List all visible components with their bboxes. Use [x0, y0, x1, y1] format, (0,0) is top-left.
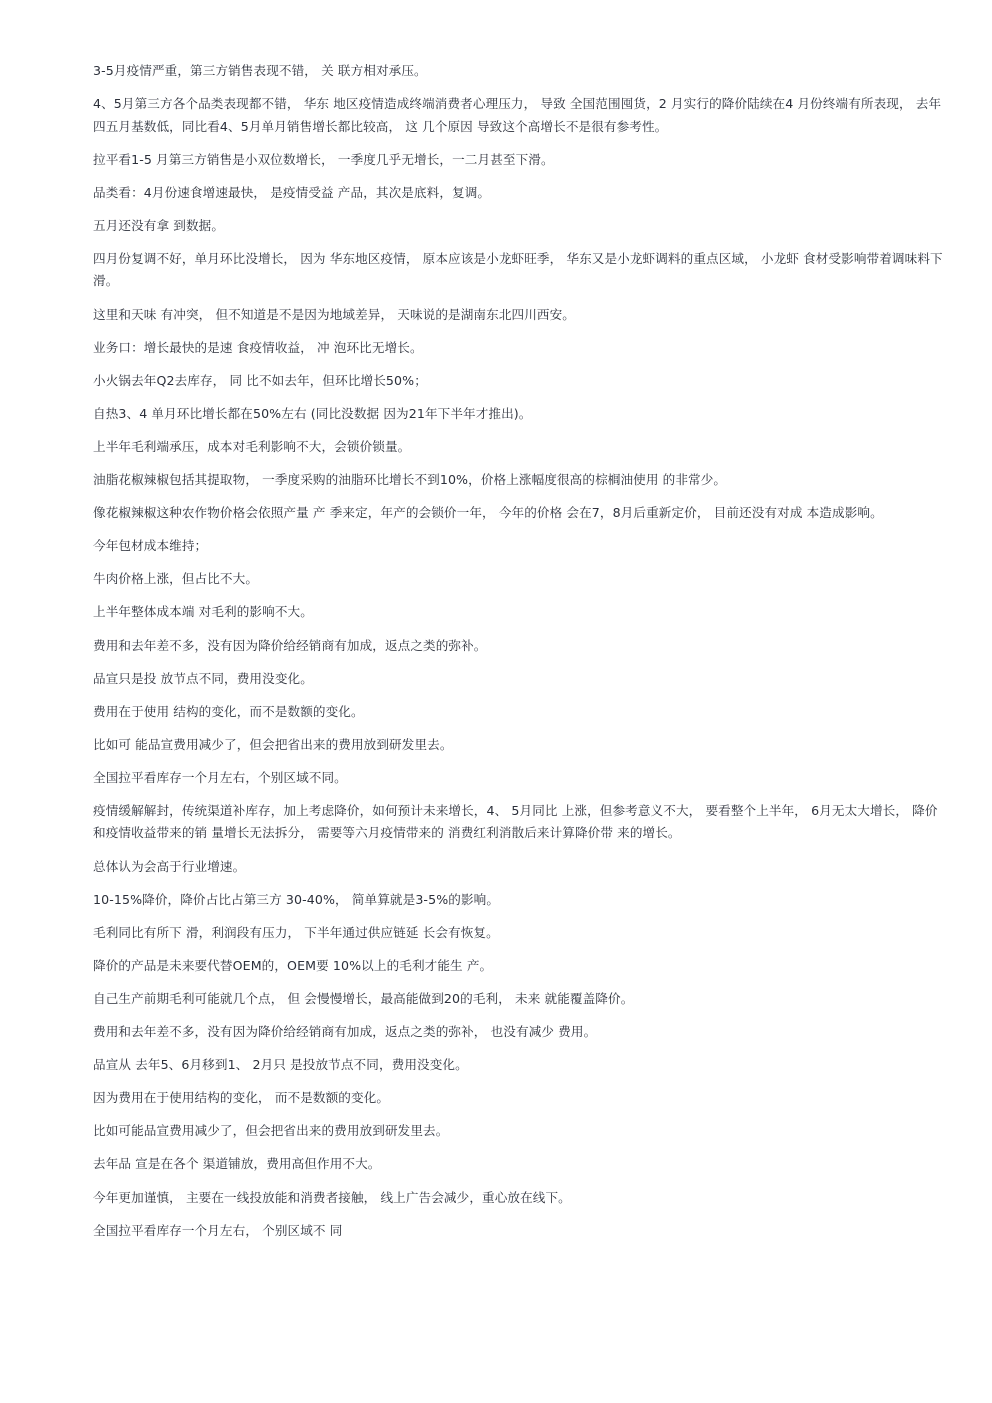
paragraph: 品宣从 去年5、6月移到1、 2月只 是投放节点不同，费用没变化。: [93, 1057, 468, 1073]
paragraph: 去年品 宣是在各个 渠道铺放，费用高但作用不大。: [93, 1156, 381, 1172]
paragraph: 费用在于使用 结构的变化，而不是数额的变化。: [93, 703, 364, 719]
document-body: [93, 60, 945, 1253]
paragraph: 四月份复调不好，单月环比没增长， 因为 华东地区疫情， 原本应该是小龙虾旺季， 华东又是小龙虾调料的重点区域， 小龙虾 食材受影响带着调味料下滑。: [93, 250, 943, 289]
paragraph: 费用和去年差不多，没有因为降价给经销商有加成，返点之类的弥补。: [93, 637, 487, 653]
paragraph: 像花椒辣椒这种农作物价格会依照产量 产 季来定，年产的会锁价一年， 今年的价格 会在7，8月后重新定价， 目前还没有对成 本造成影响。: [93, 505, 883, 521]
paragraph: 小火锅去年Q2去库存， 同 比不如去年，但环比增长50%；: [93, 372, 427, 388]
paragraph: 品类看：4月份速食增速最快， 是疫情受益 产品，其次是底料，复调。: [93, 184, 491, 200]
paragraph: 业务口：增长最快的是速 食疫情收益， 冲 泡环比无增长。: [93, 339, 423, 355]
paragraph: 今年包材成本维持；: [93, 538, 208, 554]
paragraph: 降价的产品是未来要代替OEM的，OEM要 10%以上的毛利才能生 产。: [93, 957, 493, 973]
paragraph: 这里和天味 有冲突， 但不知道是不是因为地域差异， 天味说的是湖南东北四川西安。: [93, 306, 575, 322]
paragraph: 品宣只是投 放节点不同，费用没变化。: [93, 670, 313, 686]
paragraph: 费用和去年差不多，没有因为降价给经销商有加成，返点之类的弥补， 也没有减少 费用。: [93, 1024, 597, 1040]
paragraph: 毛利同比有所下 滑，利润段有压力， 下半年通过供应链延 长会有恢复。: [93, 924, 499, 940]
paragraph: 拉平看1-5 月第三方销售是小双位数增长， 一季度几乎无增长，一二月甚至下滑。: [93, 151, 554, 167]
paragraph: 上半年整体成本端 对毛利的影响不大。: [93, 604, 313, 620]
paragraph: 疫情缓解解封，传统渠道补库存，加上考虑降价，如何预计未来增长，4、 5月同比 上涨，但参考意义不大， 要看整个上半年， 6月无太大增长， 降价和疫情收益带来的销 量增长无法拆分， 需要等六月疫情带来的 消费红利消散后来计算降价带 来的增长。: [93, 802, 938, 841]
paragraph: 比如可 能品宣费用减少了，但会把省出来的费用放到研发里去。: [93, 736, 453, 752]
paragraph: 上半年毛利端承压，成本对毛利影响不大，会锁价锁量。: [93, 438, 411, 454]
paragraph: 3-5月疫情严重，第三方销售表现不错， 关 联方相对承压。: [93, 63, 427, 78]
paragraph: 比如可能品宣费用减少了，但会把省出来的费用放到研发里去。: [93, 1123, 449, 1139]
paragraph: 今年更加谨慎， 主要在一线投放能和消费者接触， 线上广告会减少，重心放在线下。: [93, 1189, 571, 1205]
paragraph: 全国拉平看库存一个月左右， 个别区域不 同: [93, 1222, 343, 1238]
paragraph: 自己生产前期毛利可能就几个点， 但 会慢慢增长，最高能做到20的毛利， 未来 就能覆盖降价。: [93, 990, 634, 1006]
paragraph: 全国拉平看库存一个月左右，个别区域不同。: [93, 769, 347, 785]
paragraph: 牛肉价格上涨，但占比不大。: [93, 571, 259, 587]
paragraph: 因为费用在于使用结构的变化， 而不是数额的变化。: [93, 1090, 390, 1106]
paragraph: 10-15%降价，降价占比占第三方 30-40%， 简单算就是3-5%的影响。: [93, 891, 500, 907]
paragraph: 五月还没有拿 到数据。: [93, 217, 225, 233]
paragraph: 油脂花椒辣椒包括其提取物， 一季度采购的油脂环比增长不到10%，价格上涨幅度很高的棕榈油使用 的非常少。: [93, 472, 727, 488]
paragraph: 自热3、4 单月环比增长都在50%左右 (同比没数据 因为21年下半年才推出)。: [93, 405, 532, 421]
paragraph: 总体认为会高于行业增速。: [93, 858, 246, 874]
paragraph: 4、5月第三方各个品类表现都不错， 华东 地区疫情造成终端消费者心理压力， 导致 全国范围囤货，2 月实行的降价陆续在4 月份终端有所表现， 去年四五月基数低，同比看4、5月单月销售增长都比较高， 这 几个原因 导致这个高增长不是很有参考性。: [93, 96, 942, 134]
